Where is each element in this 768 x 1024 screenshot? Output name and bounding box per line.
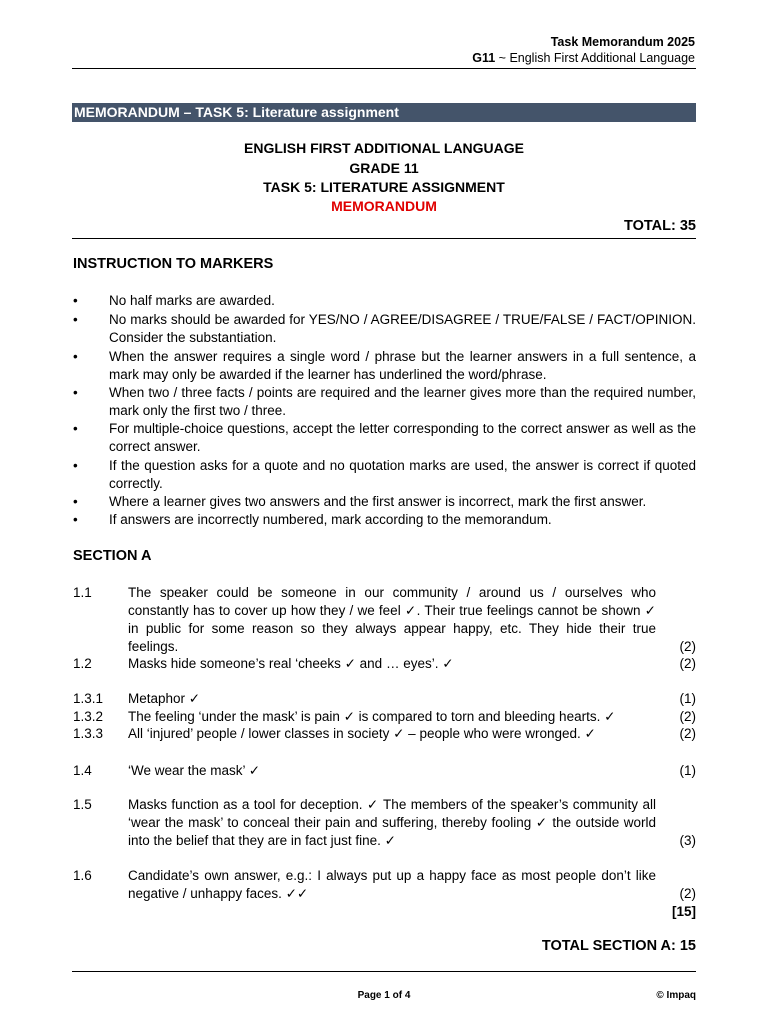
answer-text: Masks hide someone’s real ‘cheeks ✓ and … eyes’. ✓ [128,656,454,671]
instruction-item: • If the question asks for a quote and no quotation marks are used, the answer is correct if quoted correctly. [73,458,696,491]
bullet-icon: • [73,312,78,327]
question-1-4 [73,762,696,780]
answer-text: The feeling ‘under the mask’ is pain ✓ is compared to torn and bleeding hearts. ✓ [128,709,616,724]
question-mark: (2) [679,886,696,901]
bullet-icon: • [73,458,78,473]
question-1-5 [73,796,696,850]
question-1-6 [73,867,696,903]
total-marks: TOTAL: 35 [624,218,696,234]
instruction-item: • No half marks are awarded. [73,293,275,308]
question-number: 1.2 [73,656,92,671]
title-memorandum: MEMORANDUM [331,198,437,214]
title-rule [72,238,696,239]
instruction-item: • When two / three facts / points are required and the learner gives more than the required number, mark only the first two / three. [73,385,696,418]
question-1-2 [73,655,696,673]
subject-label: ~ English First Additional Language [498,51,695,65]
section-subtotal: [15] [671,904,696,919]
question-number: 1.1 [73,585,92,600]
section-a-total: TOTAL SECTION A: 15 [541,938,696,954]
instruction-item: • If answers are incorrectly numbered, mark according to the memorandum. [73,512,552,527]
bullet-icon: • [73,494,78,509]
question-1-3-1 [73,690,696,708]
instruction-item: • When the answer requires a single word / phrase but the learner answers in a full sentence, a mark may only be awarded if the learner has underlined the word/phrase. [73,349,696,382]
title-line-2: GRADE 11 [349,160,419,176]
page-number: Page 1 of 4 [357,990,411,1001]
footer-rule [72,971,696,972]
question-number: 1.6 [73,868,92,883]
header-rule [72,68,696,69]
answer-text: All ‘injured’ people / lower classes in society ✓ – people who were wronged. ✓ [128,726,596,741]
answer-text: Candidate’s own answer, e.g.: I always put up a happy face as most people don’t like negative / unhappy faces. ✓✓ [128,868,656,901]
title-line-3: TASK 5: LITERATURE ASSIGNMENT [263,179,505,195]
bullet-icon: • [73,385,78,400]
instruction-item: • No marks should be awarded for YES/NO / AGREE/DISAGREE / TRUE/FALSE / FACT/OPINION. Consider the substantiation. [73,312,696,345]
question-mark: (2) [679,639,696,654]
question-mark: (2) [679,709,696,724]
answer-text: ‘We wear the mask’ ✓ [128,763,261,778]
answer-text: Metaphor ✓ [128,691,201,706]
instruction-item: • Where a learner gives two answers and the first answer is incorrect, mark the first answer. [73,494,647,509]
question-mark: (1) [679,691,696,706]
section-a-heading: SECTION A [73,548,152,564]
title-line-1: ENGLISH FIRST ADDITIONAL LANGUAGE [244,140,524,156]
question-number: 1.5 [73,797,92,812]
grade-label: G11 [472,51,496,65]
question-1-1 [73,584,696,656]
header [472,34,695,66]
question-1-3-2 [73,708,696,726]
question-mark: (2) [679,656,696,671]
copyright: © Impaq [656,990,696,1001]
bullet-icon: • [73,512,78,527]
question-number: 1.3.1 [73,691,104,706]
question-mark: (3) [679,833,696,848]
answer-text: Masks function as a tool for deception. ✓ The members of the speaker’s community all ‘wear the mask’ to conceal their pain and suffering, thereby fooling ✓ the outside world into the belief that they are in fact just fine. ✓ [128,797,656,848]
bullet-icon: • [73,293,78,308]
answer-text: The speaker could be someone in our community / around us / ourselves who constantly has to cover up how they / we feel ✓. Their true feelings cannot be shown ✓ in public for some reason so they always appear happy, etc. They hide their true feelings. [128,585,656,654]
instruction-item: • For multiple-choice questions, accept the letter corresponding to the correct answer as well as the correct answer. [73,421,696,454]
question-mark: (1) [679,763,696,778]
question-number: 1.3.3 [73,726,104,741]
question-number: 1.3.2 [73,709,104,724]
bullet-icon: • [73,349,78,364]
question-1-3-3 [73,725,696,743]
section-banner: MEMORANDUM – TASK 5: Literature assignment [72,103,696,122]
instructions-heading: INSTRUCTION TO MARKERS [73,256,274,272]
document-title: Task Memorandum 2025 [550,35,695,49]
question-number: 1.4 [73,763,92,778]
question-mark: (2) [679,726,696,741]
bullet-icon: • [73,421,78,436]
document-subtitle [472,50,695,66]
